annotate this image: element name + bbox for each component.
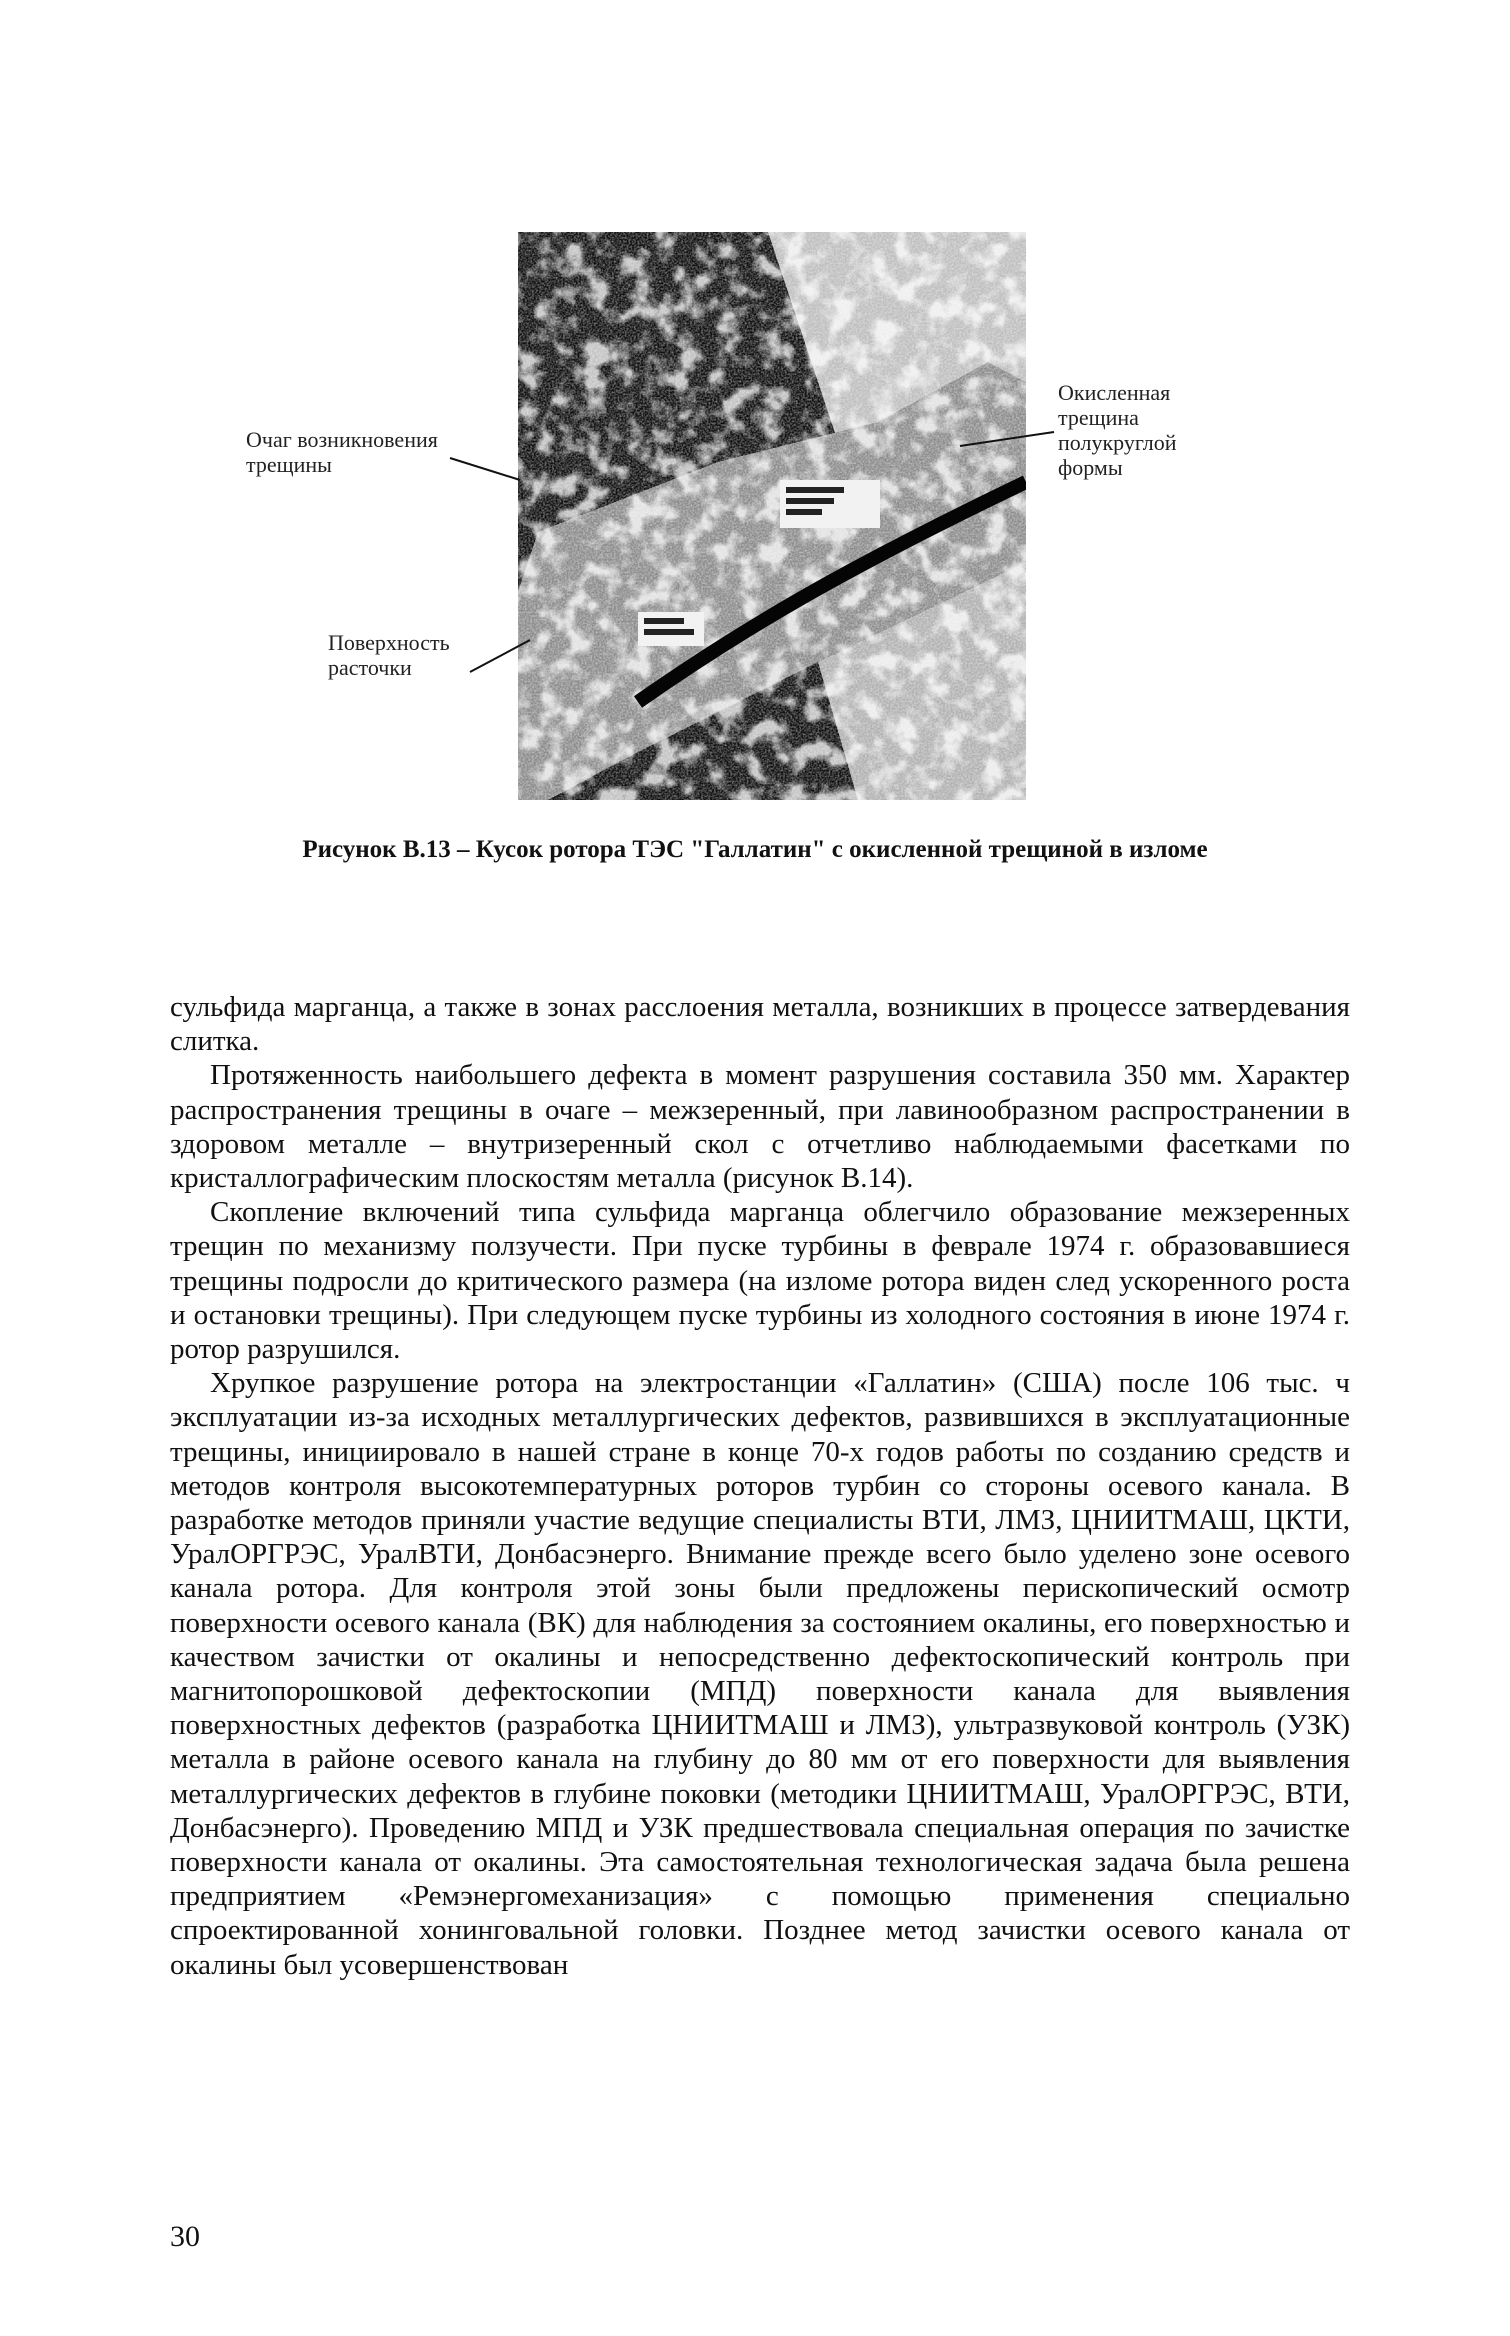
- figure: [0, 0, 1510, 880]
- paragraph: Скопление включений типа сульфида марганца облегчило образование межзеренных трещин по механизму ползучести. При пуске турбины в феврале 1974 г. образовавшиеся трещины подросли до критического размера (на изломе ротора виден след ускоренного роста и остановки трещины). При следующем пуске турбины из холодного состояния в июне 1974 г. ротор разрушился.: [170, 1196, 1350, 1366]
- paragraph: сульфида марганца, а также в зонах расслоения металла, возникших в процессе затвердевания слитка.: [170, 991, 1350, 1058]
- body-text: [170, 990, 1350, 1982]
- callout-leader-lines: [0, 0, 1510, 880]
- page-number: 30: [170, 2220, 200, 2253]
- paragraph: Хрупкое разрушение ротора на электростанции «Галлатин» (США) после 106 тыс. ч эксплуатации из-за исходных металлургических дефектов, развившихся в эксплуатационные трещины, инициировало в нашей стране в конце 70-х годов работы по созданию средств и методов контроля высокотемпературных роторов турбин со стороны осевого канала. В разработке методов приняли участие ведущие специалисты ВТИ, ЛМЗ, ЦНИИТМАШ, ЦКТИ, УралОРГРЭС, УралВТИ, Донбасэнерго. Внимание прежде всего было уделено зоне осевого канала ротора. Для контроля этой зоны были предложены перископический осмотр поверхности осевого канала (ВК) для наблюдения за состоянием окалины, его поверхностью и качеством зачистки от окалины и непосредственно дефектоскопический контроль при магнитопорошковой дефектоскопии (МПД) поверхности канала для выявления поверхностных дефектов (разработка ЦНИИТМАШ и ЛМЗ), ультразвуковой контроль (УЗК) металла в районе осевого канала на глубину до 80 мм от его поверхности для выявления металлургических дефектов в глубине поковки (методики ЦНИИТМАШ, УралОРГРЭС, ВТИ, Донбасэнерго). Проведению МПД и УЗК предшествовала специальная операция по зачистке поверхности канала от окалины. Эта самостоятельная технологическая задача была решена предприятием «Ремэнергомеханизация» с помощью применения специально спроектированной хонинговальной головки. Позднее метод зачистки осевого канала от окалины был усовершенствован: [170, 1367, 1350, 1981]
- label-oxidized-crack: Окисленная трещина полукруглой формы: [1058, 380, 1177, 480]
- label-bore-surface: Поверхность расточки: [328, 630, 450, 680]
- label-crack-origin: Очаг возникновения трещины: [246, 427, 438, 477]
- figure-caption: Рисунок В.13 – Кусок ротора ТЭС "Галлатин" с окисленной трещиной в изломе: [302, 836, 1208, 863]
- paragraph: Протяженность наибольшего дефекта в момент разрушения составила 350 мм. Характер распространения трещины в очаге – межзеренный, при лавинообразном распространении в здоровом металле – внутризеренный скол с отчетливо наблюдаемыми фасетками по кристаллографическим плоскостям металла (рисунок В.14).: [170, 1059, 1350, 1195]
